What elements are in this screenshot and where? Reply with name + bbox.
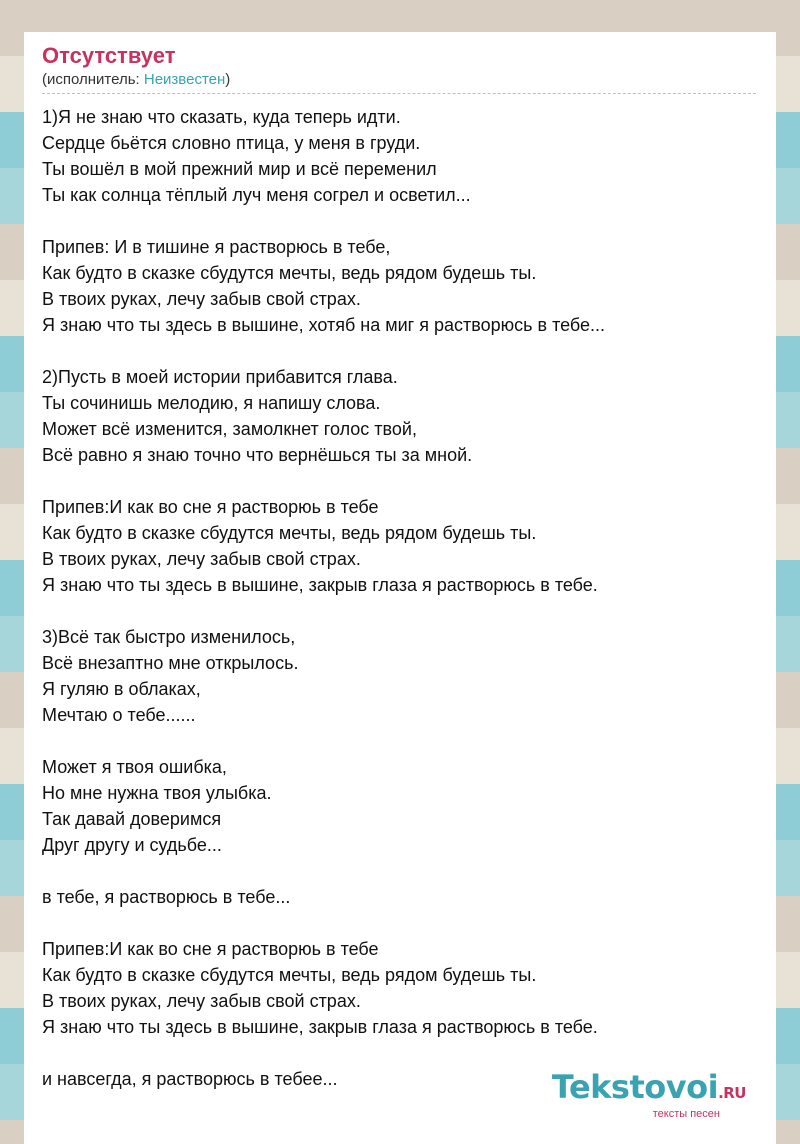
lyrics-line: Может всё изменится, замолкнет голос твой,: [42, 419, 417, 439]
lyrics-line: Так давай доверимся: [42, 809, 222, 829]
lyrics-blank-line: [42, 208, 776, 234]
lyrics-blank-line: [42, 338, 776, 364]
lyrics-blank-line: [42, 728, 776, 754]
artist-suffix: ): [225, 71, 231, 88]
lyrics-line: Мечтаю о тебе......: [42, 705, 196, 725]
lyrics-blank-line: [42, 598, 776, 624]
lyrics-blank-line: [42, 468, 776, 494]
lyrics-line: в тебе, я растворюсь в тебе...: [42, 887, 291, 907]
logo-tagline: тексты песен: [652, 1108, 720, 1120]
artist-prefix: (исполнитель:: [42, 71, 144, 88]
lyrics-line: Сердце бьётся словно птица, у меня в груди.: [42, 133, 421, 153]
lyrics-blank-line: [42, 910, 776, 936]
lyrics-line: 3)Всё так быстро изменилось,: [42, 627, 296, 647]
logo-name: Tekstovoi: [551, 1068, 719, 1106]
lyrics-line: Я знаю что ты здесь в вышине, хотяб на миг я растворюсь в тебе...: [42, 315, 606, 335]
lyrics-line: Как будто в сказке сбудутся мечты, ведь рядом будешь ты.: [42, 965, 537, 985]
lyrics-line: В твоих руках, лечу забыв свой страх.: [42, 991, 361, 1011]
lyrics-line: 1)Я не знаю что сказать, куда теперь идти.: [42, 107, 401, 127]
lyrics-line: и навсегда, я растворюсь в тебее...: [42, 1069, 338, 1089]
lyrics-page: [24, 32, 776, 1144]
lyrics-line: Ты вошёл в мой прежний мир и всё переменил: [42, 159, 437, 179]
lyrics-blank-line: [42, 1040, 776, 1066]
lyrics-line: Друг другу и судьбе...: [42, 835, 222, 855]
lyrics-blank-line: [42, 858, 776, 884]
artist-link[interactable]: Неизвестен: [143, 71, 226, 88]
lyrics-line: Как будто в сказке сбудутся мечты, ведь рядом будешь ты.: [42, 263, 537, 283]
artist-line: [42, 70, 756, 94]
logo-wordmark: [552, 1070, 746, 1110]
lyrics-line: Ты сочинишь мелодию, я напишу слова.: [42, 393, 381, 413]
lyrics-line: Я гуляю в облаках,: [42, 679, 201, 699]
lyrics-line: Но мне нужна твоя улыбка.: [42, 783, 272, 803]
logo-tld: .RU: [718, 1084, 746, 1102]
lyrics-line: В твоих руках, лечу забыв свой страх.: [42, 549, 361, 569]
lyrics-text: [42, 104, 776, 1092]
lyrics-line: Припев:И как во сне я растворюь в тебе: [42, 497, 379, 517]
lyrics-line: Может я твоя ошибка,: [42, 757, 227, 777]
lyrics-line: Как будто в сказке сбудутся мечты, ведь рядом будешь ты.: [42, 523, 537, 543]
song-title: Отсутствует: [42, 43, 176, 68]
site-logo[interactable]: [552, 1070, 746, 1120]
lyrics-line: Припев:И как во сне я растворюь в тебе: [42, 939, 379, 959]
lyrics-line: Я знаю что ты здесь в вышине, закрыв глаза я растворюсь в тебе.: [42, 1017, 598, 1037]
lyrics-line: Всё внезаптно мне открылось.: [42, 653, 299, 673]
lyrics-line: Припев: И в тишине я растворюсь в тебе,: [42, 237, 391, 257]
lyrics-line: 2)Пусть в моей истории прибавится глава.: [42, 367, 398, 387]
lyrics-line: Ты как солнца тёплый луч меня согрел и осветил...: [42, 185, 471, 205]
lyrics-line: Всё равно я знаю точно что вернёшься ты за мной.: [42, 445, 473, 465]
lyrics-line: Я знаю что ты здесь в вышине, закрыв глаза я растворюсь в тебе.: [42, 575, 598, 595]
lyrics-line: В твоих руках, лечу забыв свой страх.: [42, 289, 361, 309]
